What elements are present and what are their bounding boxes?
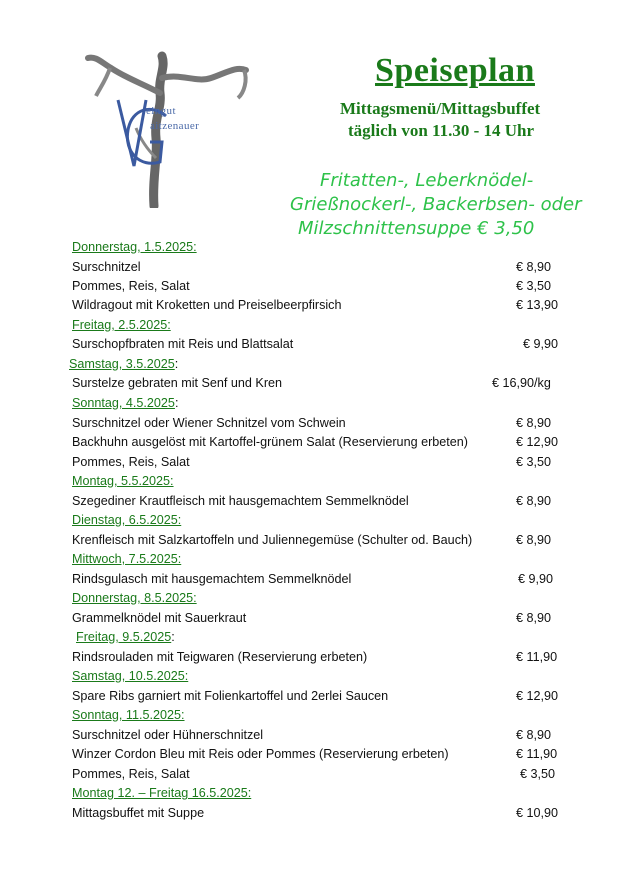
dish-name: Pommes, Reis, Salat <box>72 767 190 781</box>
day-heading <box>72 552 181 567</box>
day-heading <box>72 786 251 801</box>
dish-name: Surschnitzel oder Hühnerschnitzel <box>72 728 264 742</box>
logo-text-line1: eingut <box>146 105 176 117</box>
dish-price: € 3,50 <box>520 767 556 781</box>
day-heading-text: Donnerstag, 8.5.2025: <box>72 591 197 605</box>
page-title: Speiseplan <box>375 52 535 89</box>
dish-price: € 8,90 <box>516 728 552 742</box>
day-heading-suffix: : <box>174 357 179 371</box>
day-heading <box>72 669 188 684</box>
dish-name: Surschnitzel oder Wiener Schnitzel vom Schwein <box>72 416 346 430</box>
subtitle-menu: Mittagsmenü/Mittagsbuffet <box>340 99 541 118</box>
dish-name: Winzer Cordon Bleu mit Reis oder Pommes (Reservierung erbeten) <box>72 747 449 761</box>
day-heading-suffix: : <box>171 630 175 644</box>
day-heading-text: Samstag, 3.5.2025 <box>69 357 175 371</box>
dish-name: Backhuhn ausgelöst mit Kartoffel-grünem Salat (Reservierung erbeten) <box>72 435 468 449</box>
dish-price: € 13,90 <box>516 298 559 312</box>
dish-name: Wildragout mit Kroketten und Preiselbeerpfirsich <box>72 298 342 312</box>
day-heading <box>72 396 178 411</box>
day-heading <box>72 708 185 723</box>
day-heading-text: Montag 12. – Freitag 16.5.2025: <box>72 786 252 800</box>
day-heading-text: Dienstag, 6.5.2025: <box>72 513 182 527</box>
dish-name: Rindsgulasch mit hausgemachtem Semmelknödel <box>72 572 352 586</box>
subtitle-hours: täglich von 11.30 - 14 Uhr <box>348 121 535 140</box>
dish-name: Krenfleisch mit Salzkartoffeln und Juliennegemüse (Schulter od. Bauch) <box>72 533 473 547</box>
dish-price: € 9,90 <box>518 572 554 586</box>
dish-name: Surstelze gebraten mit Senf und Kren <box>72 376 283 390</box>
dish-price: € 12,90 <box>516 689 559 703</box>
soup-line-2: Grießnockerl-, Backerbsen- oder <box>290 194 582 215</box>
dish-price: € 8,90 <box>516 416 552 430</box>
dish-name: Spare Ribs garniert mit Folienkartoffel und 2erlei Saucen <box>72 689 389 703</box>
dish-price: € 3,50 <box>516 455 552 469</box>
dish-price: € 11,90 <box>516 650 558 664</box>
dish-price: € 9,90 <box>523 337 559 351</box>
dish-price: € 16,90/kg <box>492 376 551 390</box>
day-heading <box>72 240 197 255</box>
day-heading-text: Samstag, 10.5.2025: <box>72 669 189 683</box>
day-heading <box>69 357 178 372</box>
dish-price: € 10,90 <box>516 806 559 820</box>
day-heading-text: Freitag, 9.5.2025 <box>76 630 172 644</box>
dish-price: € 8,90 <box>516 533 552 547</box>
soup-line-3: Milzschnittensuppe € 3,50 <box>298 218 535 239</box>
dish-name: Pommes, Reis, Salat <box>72 279 190 293</box>
dish-price: € 8,90 <box>516 494 552 508</box>
dish-name: Rindsrouladen mit Teigwaren (Reservierung erbeten) <box>72 650 368 664</box>
dish-price: € 12,90 <box>516 435 559 449</box>
day-heading-text: Sonntag, 11.5.2025: <box>72 708 185 722</box>
day-heading-text: Mittwoch, 7.5.2025: <box>72 552 182 566</box>
day-heading-text: Sonntag, 4.5.2025 <box>72 396 175 410</box>
soup-line-1: Fritatten-, Leberknödel- <box>320 170 534 191</box>
day-heading <box>72 318 171 333</box>
day-heading-suffix: : <box>174 396 179 410</box>
day-heading <box>72 591 197 606</box>
day-heading <box>72 474 174 489</box>
day-heading-text: Freitag, 2.5.2025: <box>72 318 171 332</box>
dish-price: € 8,90 <box>516 611 552 625</box>
day-heading-text: Donnerstag, 1.5.2025: <box>72 240 197 254</box>
dish-price: € 11,90 <box>516 747 558 761</box>
logo-text-line2: aitzenauer <box>150 120 200 132</box>
dish-price: € 8,90 <box>516 260 552 274</box>
dish-name: Surschnitzel <box>72 260 141 274</box>
dish-price: € 3,50 <box>516 279 552 293</box>
day-heading <box>72 513 181 528</box>
dish-name: Szegediner Krautfleisch mit hausgemachtem Semmelknödel <box>72 494 409 508</box>
dish-name: Pommes, Reis, Salat <box>72 455 190 469</box>
dish-name: Grammelknödel mit Sauerkraut <box>72 611 247 625</box>
dish-name: Mittagsbuffet mit Suppe <box>72 806 205 820</box>
day-heading <box>76 630 175 645</box>
dish-name: Surschopfbraten mit Reis und Blattsalat <box>72 337 294 351</box>
day-heading-text: Montag, 5.5.2025: <box>72 474 174 488</box>
